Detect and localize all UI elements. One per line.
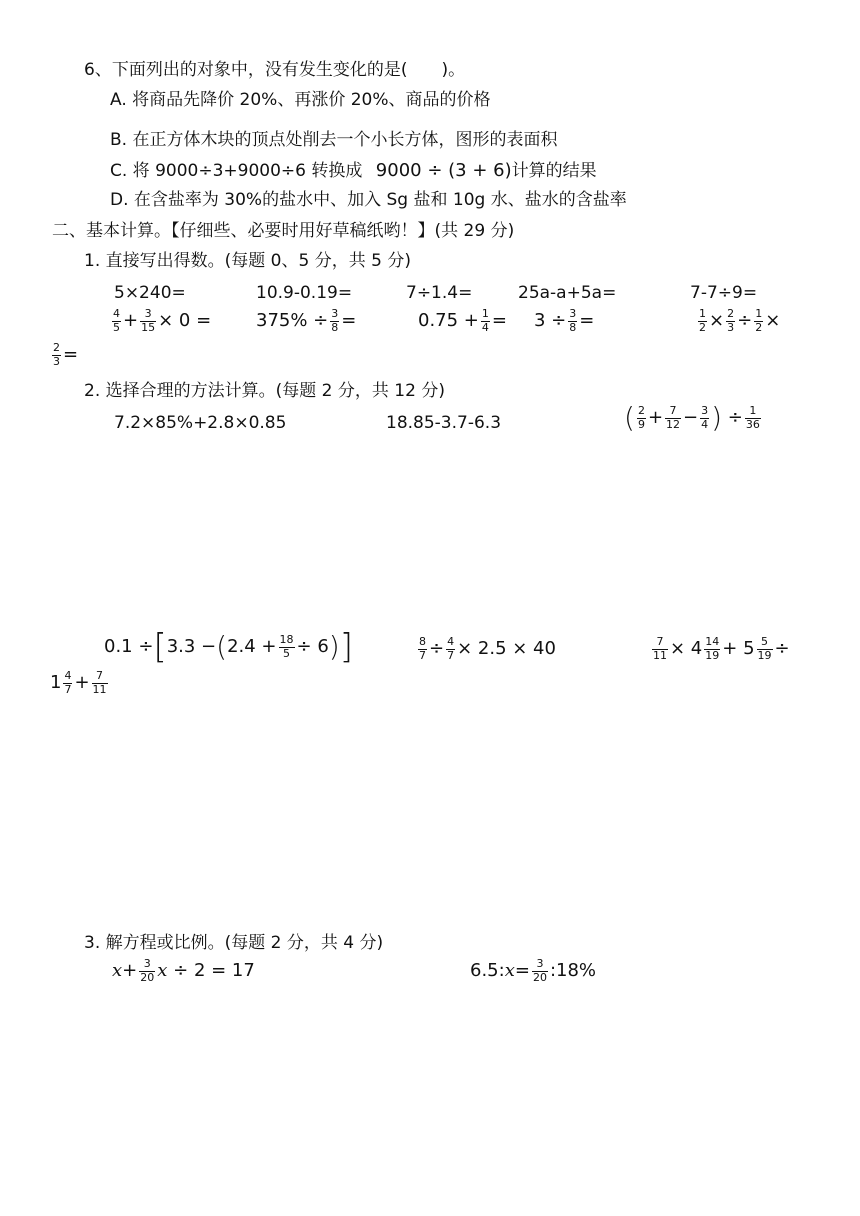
fraction: $\frac{3}{15}$ <box>141 307 156 334</box>
p1-item-5: 7-7÷9= <box>690 283 758 303</box>
fraction: $\frac{3}{4}$ <box>701 403 709 431</box>
fraction: $\frac{4}{5}$ <box>113 307 120 334</box>
q6-option-a: A. 将商品先降价 20%、再涨价 20%、商品的价格 <box>110 90 491 110</box>
section-title: 二、基本计算。【仔细些、必要时用好草稿纸哟！】(共 29 分) <box>52 221 515 241</box>
p1-item-4: 25a-a+5a= <box>518 283 617 303</box>
fraction: $\frac{7}{11}$ <box>653 635 667 662</box>
fraction: $\frac{2}{3}$ <box>53 341 60 368</box>
q6-option-c-suffix: 计算的结果 <box>511 161 597 181</box>
q6-option-c <box>110 162 597 180</box>
fraction: $\frac{4}{7}$ <box>64 669 72 696</box>
fraction: $\frac{8}{7}$ <box>419 635 426 662</box>
p2-expr-1: 7.2×85%+2.8×0.85 <box>114 413 287 433</box>
p2-expr-4: 0.1 ÷[3.3 −(2.4 + $\frac{18}{5}$ ÷ 6)] <box>104 627 353 667</box>
fraction: $\frac{1}{4}$ <box>481 307 489 334</box>
fraction: $\frac{7}{12}$ <box>666 403 681 431</box>
p2-expr-5: $\frac{8}{7}$ ÷ $\frac{4}{7}$ × 2.5 × 40 <box>419 635 556 662</box>
p1-item-9: 3 ÷ $\frac{3}{8}$ = <box>534 307 595 334</box>
p2-expr-6: $\frac{7}{11}$ × 4 $\frac{14}{19}$ + 5 $\frac{5}{19}$ ÷ <box>653 635 790 662</box>
p1-item-3: 7÷1.4= <box>406 283 473 303</box>
p1-item-10: $\frac{1}{2}$ × $\frac{2}{3}$ ÷ $\frac{1}{2}$ × <box>699 307 781 334</box>
p1-item-8: 0.75 + $\frac{1}{4}$ = <box>418 307 507 334</box>
fraction: $\frac{7}{11}$ <box>92 669 107 696</box>
fraction: $\frac{4}{7}$ <box>447 635 455 662</box>
fraction: $\frac{2}{3}$ <box>727 307 735 334</box>
p1-item-7: 375% ÷ $\frac{3}{8}$ = <box>256 307 357 334</box>
fraction: $\frac{3}{20}$ <box>532 957 547 984</box>
q6-option-c-expr: 9000 ÷ (3 + 6) <box>375 160 512 181</box>
fraction: $\frac{5}{19}$ <box>757 635 772 662</box>
part2-title: 2. 选择合理的方法计算。(每题 2 分，共 12 分) <box>84 381 445 401</box>
fraction: $\frac{2}{9}$ <box>637 403 645 431</box>
p3-proportion-2: 6.5:x= $\frac{3}{20}$ :18% <box>470 957 597 984</box>
fraction: $\frac{3}{8}$ <box>331 307 339 334</box>
p1-item-10-cont: $\frac{2}{3}$ = <box>53 341 79 368</box>
p2-expr-3: ( $\frac{2}{9}$ + $\frac{7}{12}$ − $\frac{3}{4}$ ) ÷ $\frac{1}{36}$ <box>624 401 760 434</box>
part3-title: 3. 解方程或比例。(每题 2 分，共 4 分) <box>84 933 384 953</box>
q6-stem: 6、下面列出的对象中，没有发生变化的是( )。 <box>84 60 466 80</box>
p3-equation-1: x+ $\frac{3}{20}$ x ÷ 2 = 17 <box>112 957 255 984</box>
fraction: $\frac{1}{2}$ <box>755 307 763 334</box>
fraction: $\frac{3}{20}$ <box>140 957 155 984</box>
p2-expr-6-cont: 1 $\frac{4}{7}$ + $\frac{7}{11}$ <box>50 669 107 696</box>
fraction: $\frac{3}{8}$ <box>569 307 577 334</box>
fraction: $\frac{1}{2}$ <box>699 307 706 334</box>
q6-option-b: B. 在正方体木块的顶点处削去一个小长方体，图形的表面积 <box>110 130 558 150</box>
p2-expr-2: 18.85-3.7-6.3 <box>386 413 502 433</box>
p1-item-2: 10.9-0.19= <box>256 283 353 303</box>
q6-option-c-prefix: C. 将 9000÷3+9000÷6 转换成 <box>110 161 363 181</box>
part1-title: 1. 直接写出得数。(每题 0、5 分，共 5 分) <box>84 251 411 271</box>
p1-item-6: $\frac{4}{5}$ + $\frac{3}{15}$ × 0 = <box>113 307 212 334</box>
fraction: $\frac{18}{5}$ <box>279 632 294 660</box>
fraction: $\frac{1}{36}$ <box>745 403 760 431</box>
q6-option-d: D. 在含盐率为 30%的盐水中、加入 Sg 盐和 10g 水、盐水的含盐率 <box>110 190 627 210</box>
p1-item-1: 5×240= <box>114 283 186 303</box>
fraction: $\frac{14}{19}$ <box>705 635 720 662</box>
